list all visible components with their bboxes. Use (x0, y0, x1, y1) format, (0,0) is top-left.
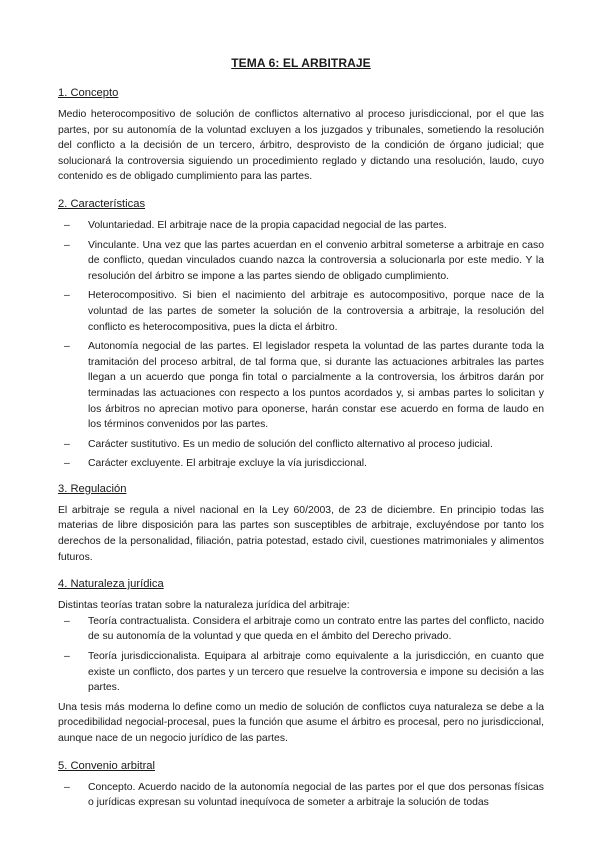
list-item (58, 614, 544, 645)
convenio-list (58, 780, 544, 811)
item-text: Si bien el nacimiento del arbitraje es autocompositivo, porque nace de la voluntad de las partes de someter la solución de la controversia a arbitraje, la resolución del conflicto es heterocompositiva, pues la dicta el árbitro. (88, 290, 544, 333)
list-item (58, 437, 544, 453)
characteristics-list (58, 218, 544, 472)
dash-bullet: – (64, 438, 70, 450)
item-term: Voluntariedad. (88, 219, 155, 231)
section-regulacion (58, 482, 544, 565)
dash-bullet: – (64, 341, 70, 353)
dash-bullet: – (64, 615, 70, 627)
item-term: Teoría jurisdiccionalista. (88, 651, 200, 663)
list-item (58, 780, 544, 811)
paragraph: Una tesis más moderna lo define como un medio de solución de conflictos cuya naturaleza se debe a la procedibilidad negocial-procesal, pues la función que asume el árbitro es procesal, pero no jurisdiccional, aunque nace de un negocio jurídico de las partes. (58, 701, 544, 744)
item-term: Teoría contractualista. (88, 615, 190, 627)
theories-list (58, 614, 544, 696)
paragraph: Medio heterocompositivo de solución de conflictos alternativo al proceso jurisdiccional, por el que las partes, por su autonomía de la voluntad excluyen a los juzgados y tribunales, sometiendo la resolución del conflicto a la decisión de un tercero, árbitro, desprovisto de la condición de órgano judicial; que solucionará la controversia siguiendo un procedimiento reglado y dictando una resolución, laudo, cuyo contenido es de obligado cumplimiento para las partes. (58, 109, 544, 183)
item-term: Vinculante. (88, 239, 140, 251)
section-naturaleza-juridica (58, 577, 544, 746)
item-term: Heterocompositivo. (88, 290, 177, 302)
list-item (58, 218, 544, 234)
item-text: Considera el arbitraje como un contrato entre las partes del conflicto, nacido de su autonomía de la voluntad y que queda en el ámbito del Derecho privado. (88, 615, 544, 643)
item-term: Carácter excluyente. (88, 458, 184, 470)
item-text: El arbitraje nace de la propia capacidad negocial de las partes. (154, 219, 447, 231)
dash-bullet: – (64, 781, 70, 793)
dash-bullet: – (64, 651, 70, 663)
item-text: Equipara al arbitraje como equivalente a la jurisdicción, en cuanto que existe un conflicto, dos partes y un tercero que resuelve la controversia e impone su decisión a las partes. (88, 651, 544, 694)
list-item (58, 288, 544, 335)
item-text: Una vez que las partes acuerdan en el convenio arbitral someterse a arbitraje en caso de conflicto, quedan vinculados cuando nazca la controversia a solucionarla por este medio. Y la resolución del árbitro se impone a las partes siendo de obligado cumplimiento. (88, 239, 544, 282)
item-term: Carácter sustitutivo. (88, 438, 180, 450)
section-heading: 5. Convenio arbitral (58, 759, 156, 772)
item-text: El legislador respeta la voluntad de las partes durante toda la tramitación del proceso arbitral, de tal forma que, si durante las actuaciones arbitrales las partes llegan a un acuerdo que ponga fin total o parcialmente a la controversia, los árbitros darán por terminadas las actuaciones con respecto a los puntos acordados y, si ambas partes lo solicitan y los árbitros no aprecian motivo para oponerse, harán constar ese acuerdo en forma de laudo en los términos convenidos por las partes. (88, 341, 544, 431)
list-item (58, 649, 544, 696)
dash-bullet: – (64, 458, 70, 470)
item-text: Acuerdo nacido de la autonomía negocial de las partes por el que dos personas físicas o jurídicas expresan su voluntad inequívoca de someter a arbitraje la solución de todas (88, 781, 544, 809)
item-text: Es un medio de solución del conflicto alternativo al proceso judicial. (179, 438, 493, 450)
dash-bullet: – (64, 290, 70, 302)
section-heading: 4. Naturaleza jurídica (58, 578, 164, 591)
section-concepto (58, 86, 544, 185)
section-heading: 2. Características (58, 197, 146, 210)
section-convenio-arbitral (58, 759, 544, 811)
dash-bullet: – (64, 239, 70, 251)
list-item (58, 456, 544, 472)
section-heading: 3. Regulación (58, 482, 127, 495)
document-title: TEMA 6: EL ARBITRAJE (231, 56, 371, 70)
item-term: Autonomía negocial de las partes. (88, 341, 249, 353)
list-item (58, 339, 544, 433)
section-caracteristicas (58, 197, 544, 472)
paragraph: El arbitraje se regula a nivel nacional en la Ley 60/2003, de 23 de diciembre. En principio todas las materias de libre disposición para las partes son susceptibles de arbitraje, excluyéndose por tanto los derechos de la personalidad, filiación, patria potestad, estado civil, cuestiones matrimoniales y alimentos futuros. (58, 504, 544, 563)
item-term: Concepto. (88, 781, 136, 793)
section-heading: 1. Concepto (58, 87, 119, 99)
paragraph: Distintas teorías tratan sobre la naturaleza jurídica del arbitraje: (58, 600, 350, 612)
dash-bullet: – (64, 219, 70, 231)
item-text: El arbitraje excluye la vía jurisdiccional. (183, 458, 367, 470)
list-item (58, 238, 544, 285)
